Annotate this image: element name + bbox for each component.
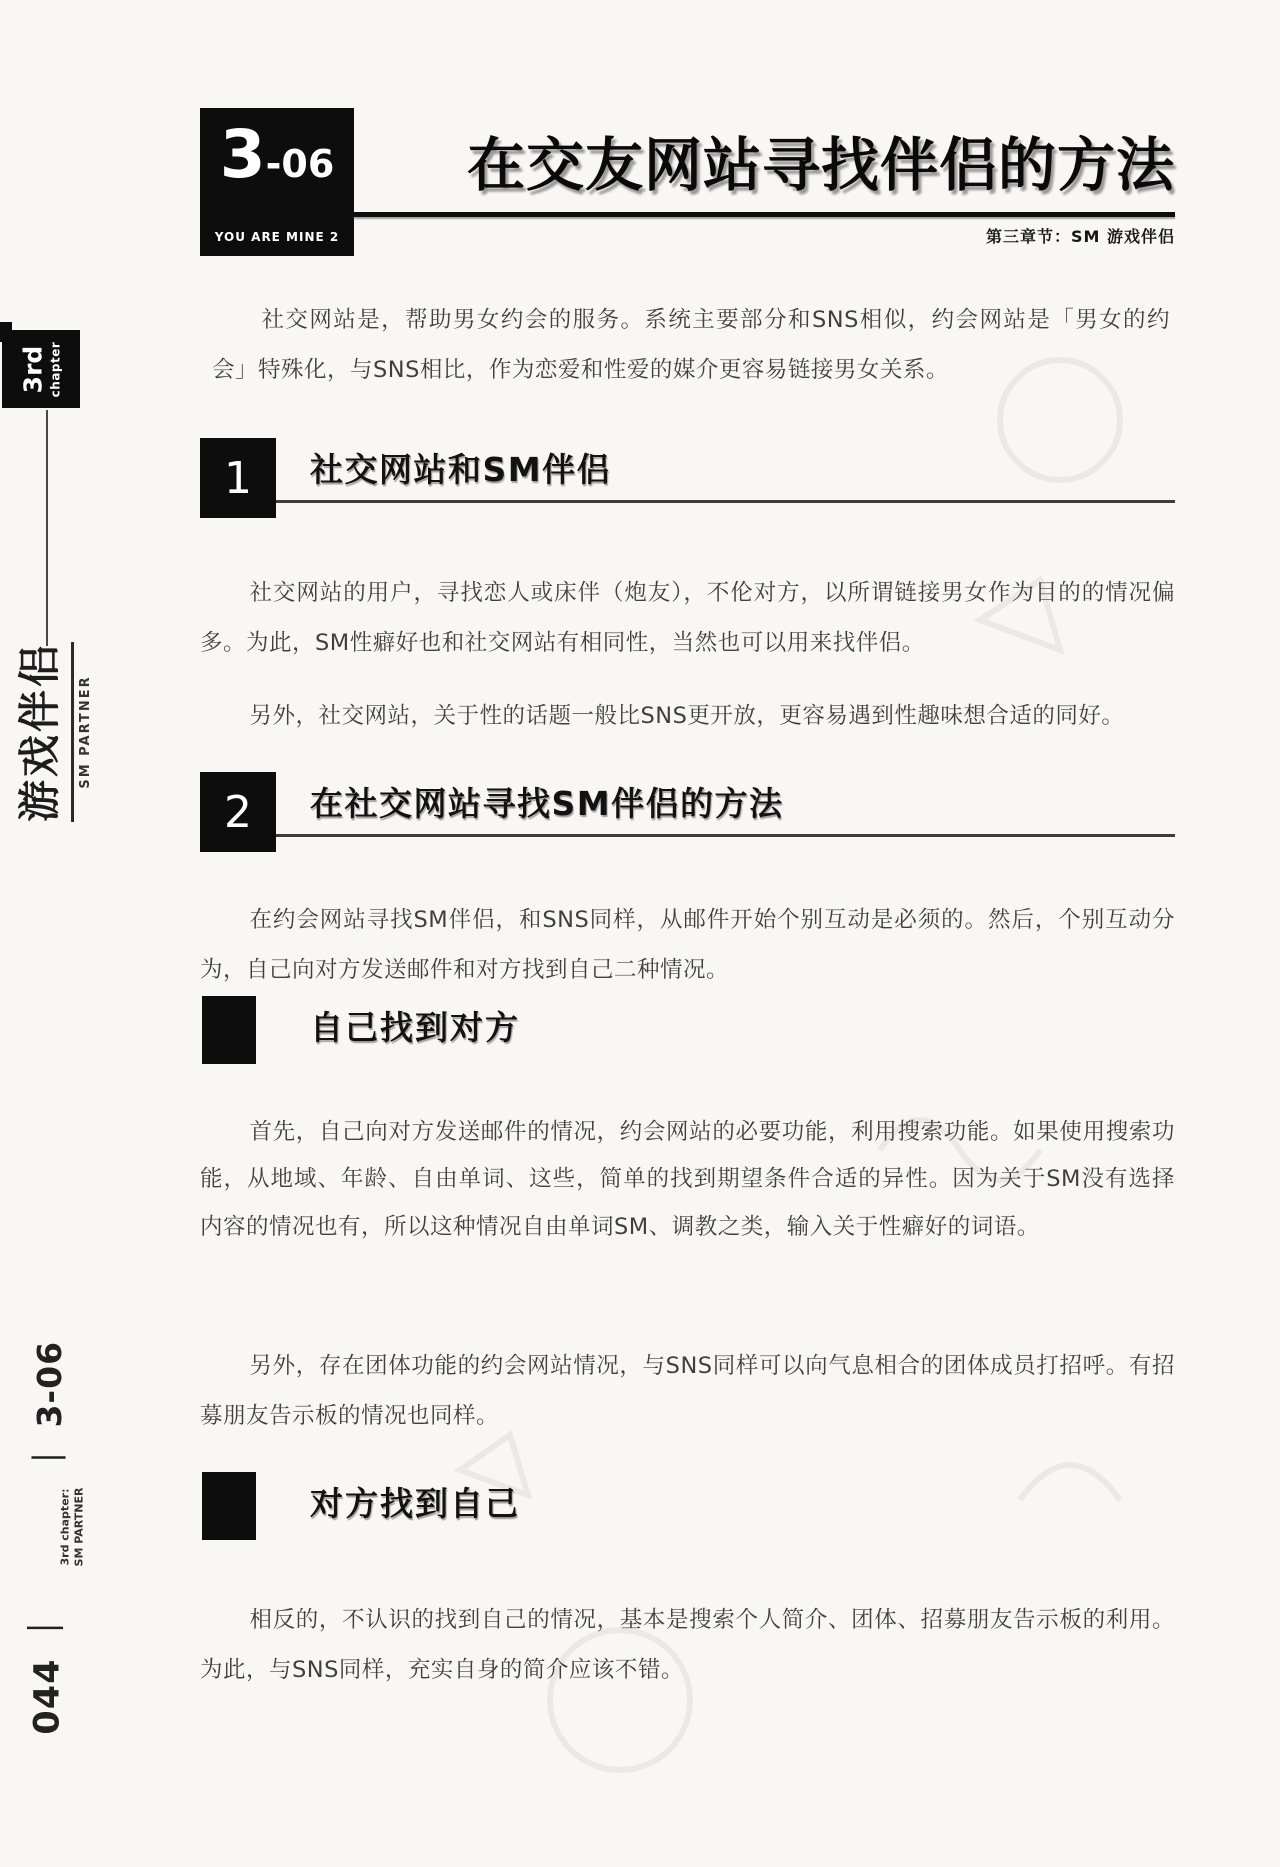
- sidebar-footer-chapter-label: [58, 1488, 86, 1567]
- sidebar-chapter-box: [2, 330, 80, 408]
- section-1-rule: [276, 500, 1175, 503]
- subsection-1-title: 自己找到对方: [310, 1008, 520, 1047]
- sidebar-footer-chapter: [46, 1476, 98, 1578]
- sidebar-title-rotated: [7, 642, 93, 822]
- sidebar-footer-section: [10, 1342, 86, 1472]
- section-1-paragraph-1: 社交网站的用户，寻找恋人或床伴（炮友），不伦对方，以所谓链接男女作为目的的情况偏多。为此，SM性癖好也和社交网站有相同性，当然也可以用来找伴侣。: [200, 579, 1175, 656]
- subsection-1-paragraph-2: 另外，存在团体功能的约会网站情况，与SNS同样可以向气息相合的团体成员打招呼。有招募朋友告示板的情况也同样。: [200, 1352, 1175, 1429]
- page-title: 在交友网站寻找伴侣的方法: [466, 131, 1175, 199]
- section-2-number-box: [200, 772, 276, 852]
- section-number: [200, 116, 354, 193]
- sidebar-chapter-line2: chapter: [48, 341, 63, 397]
- section-2-number: 2: [224, 786, 252, 838]
- sidebar-vertical-rule: [46, 410, 48, 646]
- subsection-1-paragraph-1: 首先，自己向对方发送邮件的情况，约会网站的必要功能，利用搜索功能。如果使用搜索功能，从地域、年龄、自由单词、这些，简单的找到期望条件合适的异性。因为关于SM没有选择内容的情况也有，所以这种情况自由单词SM、调教之类，输入关于性癖好的词语。: [200, 1118, 1175, 1240]
- header-rule: [354, 212, 1175, 217]
- sidebar-chapter-label: [20, 341, 61, 397]
- sidebar-chapter-line1: 3rd: [18, 345, 48, 393]
- sidebar-title-english: SM PARTNER: [78, 675, 94, 789]
- section-1-number-box: [200, 438, 276, 518]
- subsection-2-paragraph-1: 相反的，不认识的找到自己的情况，基本是搜索个人简介、团体、招募朋友告示板的利用。为此，与SNS同样，充实自身的简介应该不错。: [200, 1606, 1175, 1683]
- subsection-2-marker: [202, 1472, 256, 1540]
- section-1-paragraph-2: 另外，社交网站，关于性的话题一般比SNS更开放，更容易遇到性趣味想合适的同好。: [249, 702, 1125, 729]
- sidebar-footer-chapter-line2: SM PARTNER: [72, 1487, 85, 1567]
- sidebar-footer-section-label: ｜ 3-06: [30, 1340, 70, 1474]
- subsection-2-title: 对方找到自己: [310, 1484, 520, 1523]
- section-1-title: 社交网站和SM伴侣: [310, 450, 612, 489]
- section-number-box: [200, 108, 354, 256]
- sidebar-page-number: [6, 1598, 84, 1746]
- section-1-number: 1: [224, 452, 252, 504]
- section-2-paragraph-1: 在约会网站寻找SM伴侣，和SNS同样，从邮件开始个别互动是必须的。然后，个别互动分为，自己向对方发送邮件和对方找到自己二种情况。: [200, 906, 1175, 983]
- sidebar-title-block: [0, 638, 100, 826]
- sidebar-footer-chapter-line1: 3rd chapter:: [58, 1488, 71, 1566]
- section-2-rule: [276, 834, 1175, 837]
- sidebar-page-number-label: 044 ｜: [28, 1609, 68, 1735]
- section-2-title: 在社交网站寻找SM伴侣的方法: [310, 784, 784, 823]
- subsection-1-marker: [202, 996, 256, 1064]
- section-number-main: 3: [219, 116, 266, 193]
- sidebar-title-chinese: 游戏伴侣: [7, 642, 74, 822]
- page-subtitle: 第三章节：SM 游戏伴侣: [985, 227, 1175, 246]
- intro-paragraph: 社交网站是，帮助男女约会的服务。系统主要部分和SNS相似，约会网站是「男女的约会」特殊化，与SNS相比，作为恋爱和性爱的媒介更容易链接男女关系。: [212, 306, 1170, 383]
- series-label: YOU ARE MINE 2: [214, 230, 340, 244]
- section-number-sub: -06: [265, 142, 335, 186]
